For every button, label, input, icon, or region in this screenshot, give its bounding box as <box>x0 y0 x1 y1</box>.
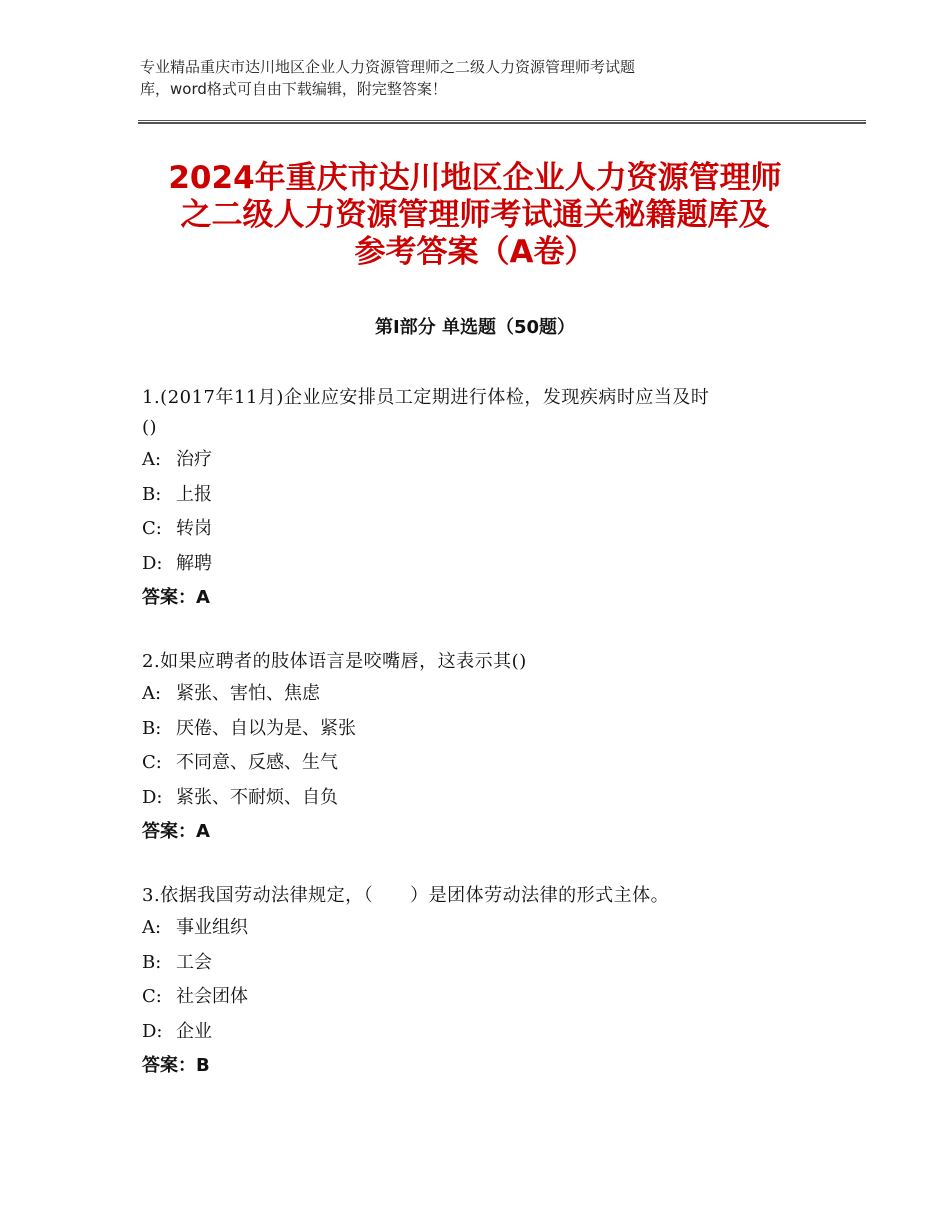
option-label: C: <box>142 518 162 539</box>
answer: 答案：A <box>142 821 210 842</box>
option-a <box>142 443 822 478</box>
option-label: B: <box>142 483 162 505</box>
option-text: 转岗 <box>176 518 212 539</box>
option-label: B: <box>142 951 162 973</box>
option-label: A: <box>142 449 162 470</box>
option-label: A: <box>142 683 162 704</box>
option-text: 事业组织 <box>176 917 248 938</box>
option-text: 治疗 <box>176 449 212 470</box>
option-text: 工会 <box>176 951 212 973</box>
option-text: 厌倦、自以为是、紧张 <box>176 717 356 739</box>
question-2 <box>142 647 822 849</box>
option-d <box>142 1015 822 1050</box>
question-list <box>142 383 822 1115</box>
option-label: C: <box>142 752 162 773</box>
section-title: 第Ⅰ部分 单选题（50题） <box>374 317 575 338</box>
option-b <box>142 946 822 981</box>
answer: 答案：B <box>142 1055 210 1076</box>
option-c <box>142 512 822 547</box>
option-label: D: <box>142 1020 163 1042</box>
option-text: 上报 <box>176 483 212 505</box>
option-text: 不同意、反感、生气 <box>176 752 338 773</box>
question-1 <box>142 383 822 615</box>
option-d <box>142 781 822 816</box>
header-note-line-2: 库，word格式可自由下载编辑，附完整答案！ <box>140 80 447 98</box>
question-stem: 3.依据我国劳动法律规定，（ ）是团体劳动法律的形式主体。 <box>142 885 670 906</box>
header-note <box>140 56 830 100</box>
document-title-line-2: 之二级人力资源管理师考试通关秘籍题库及 <box>180 197 770 233</box>
option-c <box>142 746 822 781</box>
option-label: D: <box>142 552 163 574</box>
option-label: B: <box>142 717 162 739</box>
question-stem: 2.如果应聘者的肢体语言是咬嘴唇，这表示其() <box>142 651 527 672</box>
option-text: 紧张、不耐烦、自负 <box>176 786 338 808</box>
option-label: C: <box>142 986 162 1007</box>
option-b <box>142 712 822 747</box>
document-title <box>120 160 830 271</box>
option-label: D: <box>142 786 163 808</box>
header-divider <box>138 120 866 124</box>
document-title-line-1: 2024年重庆市达川地区企业人力资源管理师 <box>168 160 782 196</box>
header-note-line-1: 专业精品重庆市达川地区企业人力资源管理师之二级人力资源管理师考试题 <box>140 58 636 76</box>
answer: 答案：A <box>142 587 210 608</box>
option-label: A: <box>142 917 162 938</box>
option-a <box>142 911 822 946</box>
option-text: 企业 <box>176 1020 212 1042</box>
document-title-line-3: 参考答案（A卷） <box>354 234 596 270</box>
option-c <box>142 980 822 1015</box>
option-a <box>142 677 822 712</box>
question-stem: 1.(2017年11月)企业应安排员工定期进行体检，发现疾病时应当及时 <box>142 387 710 408</box>
option-text: 解聘 <box>176 552 212 574</box>
question-3 <box>142 881 822 1083</box>
option-text: 紧张、害怕、焦虑 <box>176 683 320 704</box>
option-d <box>142 547 822 582</box>
question-stem-continued: () <box>142 417 158 438</box>
option-b <box>142 478 822 513</box>
option-text: 社会团体 <box>176 986 248 1007</box>
